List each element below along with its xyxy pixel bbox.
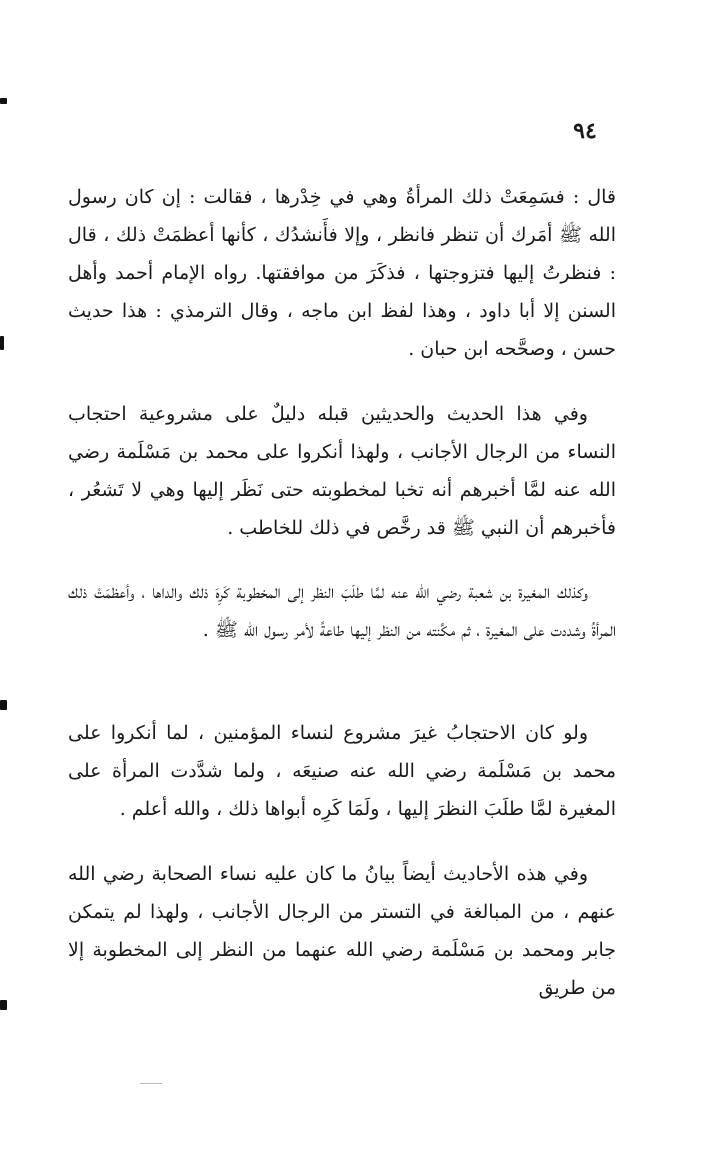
scan-edge-mark: [0, 1000, 7, 1010]
paragraph-3: [68, 573, 616, 649]
paragraph-2: [68, 395, 616, 547]
page-number: ٩٤: [573, 118, 597, 144]
paragraph-text: وفي هذا الحديث والحديثين قبله دليلٌ على مشروعية احتجاب النساء من الرجال الأجانب ، ولهذا أنكروا على محمد بن مَسْلَمة رضي الله عنه لمَّا أخبرهم أنه تخبا لمخطوبته حتى نَظَر إليها وهي لا تَشعُر ، فأخبرهم أن النبي ﷺ قد رخَّص في ذلك للخاطب .: [68, 403, 616, 539]
paragraph-text: وفي هذه الأحاديث أيضاً بيانُ ما كان عليه نساء الصحابة رضي الله عنهم ، من المبالغة في التستر من الرجال الأجانب ، ولهذا لم يتمكن جابر ومحمد بن مَسْلَمة رضي الله عنهما من النظر إلى المخطوبة إلا من طريق: [68, 863, 616, 999]
scan-edge-mark: [0, 336, 4, 350]
scan-artifact-line: [140, 1083, 162, 1084]
paragraph-1: [68, 178, 616, 368]
paragraph-text: ولو كان الاحتجابُ غيرَ مشروع لنساء المؤمنين ، لما أنكروا على محمد بن مَسْلَمة رضي الله عنه صنيعَه ، ولما شدَّدت المرأة على المغيرة لمَّا طلَبَ النظرَ إليها ، ولَمَا كَرِه أبواها ذلك ، والله أعلم .: [68, 722, 616, 820]
paragraph-text: وكذلك المغيرة بن شعبة رضي الله عنه لمَّا طلَبَ النظر إلى المخطوبة كَرِهَ ذلك والداها ، وأعظمَتْ ذلك المرأةُ وشددت على المغيرة ، ثم مكَّنته من النظر إليها طاعةً لأمر رسول الله ﷺ .: [68, 581, 616, 641]
scan-edge-mark: [0, 700, 7, 710]
paragraph-4: [68, 714, 616, 828]
scan-edge-mark: [0, 98, 7, 104]
paragraph-5: [68, 855, 616, 1007]
paragraph-text: قال : فسَمِعَتْ ذلك المرأةُ وهي في خِدْرها ، فقالت : إن كان رسول الله ﷺ أمَرك أن تنظر فانظر ، وإلا فأَنشدُك ، كأنها أعظمَتْ ذلك ، قال : فنظرتُ إليها فتزوجتها ، فذكَرَ من موافقتها. رواه الإمام أحمد وأهل السنن إلا أبا داود ، وهذا لفظ ابن ماجه ، وقال الترمذي : هذا حديث حسن ، وصحَّحه ابن حبان .: [68, 186, 616, 360]
